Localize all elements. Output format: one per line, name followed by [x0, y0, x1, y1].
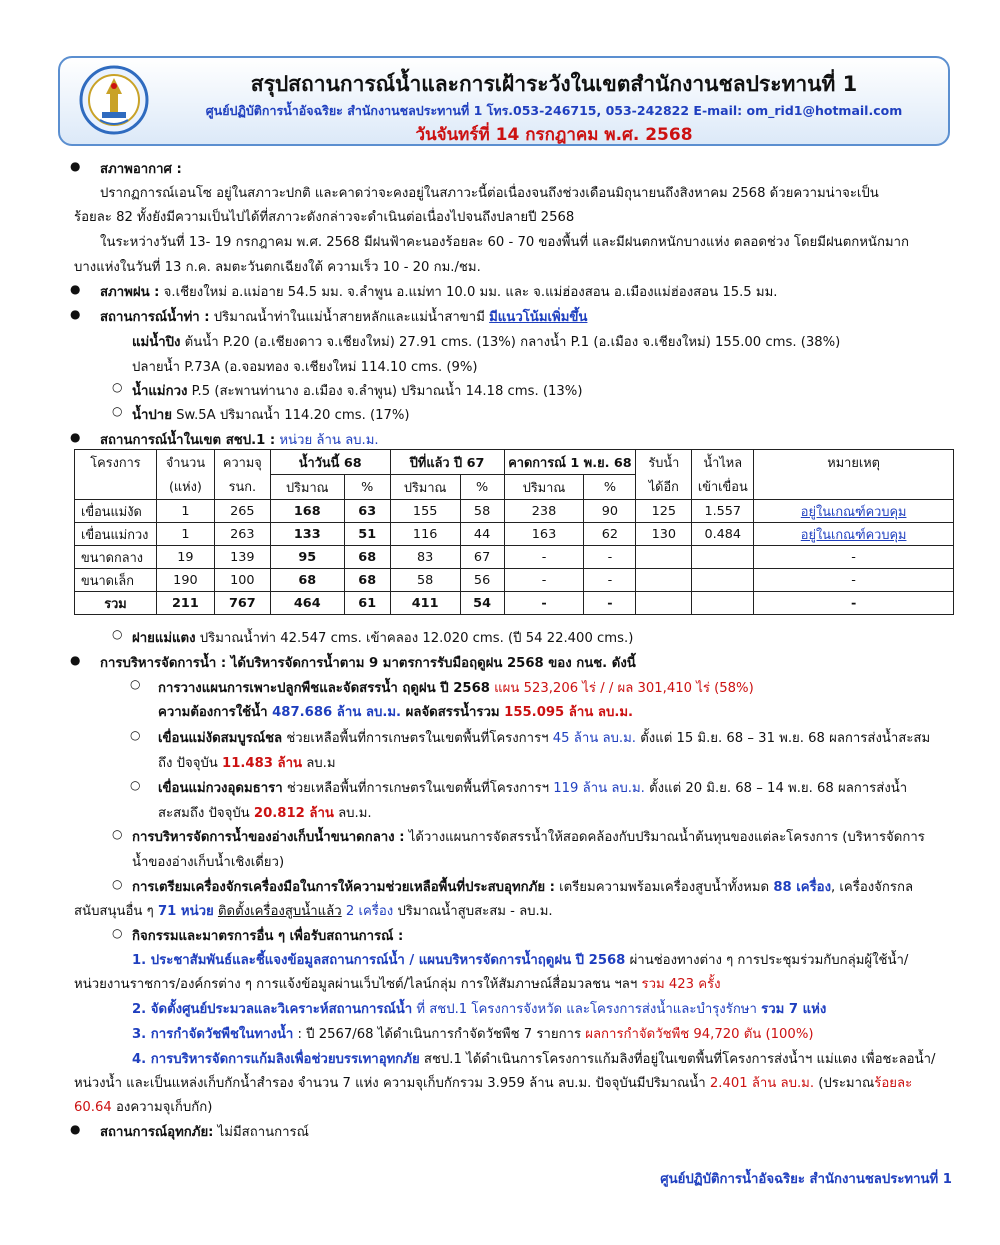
- ngat-text: ช่วยเหลือพื้นที่การเกษตรในเขตพื้นที่โครงการฯ: [286, 731, 549, 746]
- ngat-unit: ลบ.ม: [306, 756, 336, 771]
- kuangdam-text-3: สะสมถึง ปัจจุบัน: [158, 806, 250, 821]
- mach-text-2: , เครื่องจักรกล: [831, 880, 914, 895]
- mach-text-3: สนับสนุนอื่น ๆ: [74, 904, 154, 919]
- activity-2-line: [132, 998, 826, 1019]
- circle-bullet-icon: ○: [130, 728, 141, 742]
- reservoir-table: [74, 449, 954, 615]
- circle-bullet-icon: ○: [112, 404, 123, 418]
- cell-name: ขนาดกลาง: [75, 546, 157, 569]
- cell-forecast-volume: -: [504, 592, 584, 615]
- circle-bullet-icon: ○: [112, 827, 123, 841]
- weather-heading: สภาพอากาศ :: [100, 162, 182, 177]
- cell-forecast-volume: 238: [504, 500, 584, 523]
- royal-irrigation-department-logo: [78, 64, 150, 140]
- kuangdam-delivered: 20.812 ล้าน: [253, 806, 334, 821]
- ngat-text-3: ถึง ปัจจุบัน: [158, 756, 218, 771]
- flow-heading: สถานการณ์น้ำท่า :: [100, 310, 210, 325]
- kuangdam-period: ตั้งแต่ 20 มิ.ย. 68 – 14 พ.ย. 68 ผลการส่งน้ำ: [649, 781, 908, 796]
- cell-volume: 133: [270, 523, 344, 546]
- circle-bullet-icon: ○: [130, 778, 141, 792]
- th-receivable: รับน้ำ: [636, 450, 692, 475]
- bullet-icon: ●: [70, 653, 81, 667]
- pai-text: Sw.5A ปริมาณน้ำ 114.20 cms. (17%): [176, 408, 410, 423]
- mach-text-5: ปริมาณน้ำสูบสะสม - ลบ.ม.: [397, 904, 553, 919]
- th-inflow: น้ำไหล: [692, 450, 754, 475]
- activity-3-line: [132, 1023, 814, 1044]
- th-capacity: ความจุ: [214, 450, 270, 475]
- bullet-icon: ●: [70, 159, 81, 173]
- kuangdam-line-1: [158, 777, 907, 798]
- cell-name: เขื่อนแม่กวง: [75, 523, 157, 546]
- area-heading: สถานการณ์น้ำในเขต สชป.1 :: [100, 433, 276, 448]
- activity-2-total: รวม 7 แห่ง: [761, 1002, 827, 1017]
- th-inflow-2: เข้าเขื่อน: [692, 475, 754, 500]
- weir-line: [132, 627, 633, 648]
- cell-receivable: [636, 569, 692, 592]
- activity-1-label: 1. ประชาสัมพันธ์และชี้แจงข้อมูลสถานการณ์น้ำ / แผนบริหารจัดการน้ำฤดูฝน ปี 2568: [132, 953, 626, 968]
- cell-count: 19: [156, 546, 214, 569]
- area-line: [100, 429, 379, 450]
- ping-label: แม่น้ำปิง: [132, 335, 181, 350]
- cell-receivable: 130: [636, 523, 692, 546]
- th-project: โครงการ: [75, 450, 157, 475]
- table-header-row: [75, 450, 954, 475]
- cell-inflow: [692, 569, 754, 592]
- cell-receivable: 125: [636, 500, 692, 523]
- th-percent: %: [344, 475, 390, 500]
- weather-paragraph-2-line-1: ในระหว่างวันที่ 13- 19 กรกฎาคม พ.ศ. 2568 มีฝนฟ้าคะนองร้อยละ 60 - 70 ของพื้นที่ และมีฝนตกหนักบางแห่ง ตลอดช่วง โดยมีฝนตกหนักมาก: [100, 235, 910, 250]
- pai-line: [132, 404, 410, 425]
- cell-volume-67: 116: [390, 523, 460, 546]
- mach-units: 71 หน่วย: [157, 904, 214, 919]
- cell-receivable: [636, 546, 692, 569]
- mach-installed: ติดตั้งเครื่องสูบน้ำแล้ว: [217, 904, 342, 919]
- th-percent: %: [460, 475, 504, 500]
- cell-percent-67: 58: [460, 500, 504, 523]
- activity-4-line-1: [132, 1048, 935, 1069]
- cell-inflow: 0.484: [692, 523, 754, 546]
- circle-bullet-icon: ○: [112, 380, 123, 394]
- activity-3-result: ผลการกำจัดวัชพืช 94,720 ตัน (100%): [585, 1027, 814, 1042]
- mach-label: การเตรียมเครื่องจักรเครื่องมือในการให้ความช่วยเหลือพื้นที่ประสบอุทกภัย :: [132, 880, 555, 895]
- th-remark: หมายเหตุ: [754, 450, 954, 475]
- activities-heading: กิจกรรมและมาตรการอื่น ๆ เพื่อรับสถานการณ์ :: [132, 929, 404, 944]
- plan-line: [158, 677, 754, 698]
- cell-forecast-percent: -: [584, 569, 636, 592]
- cell-inflow: 1.557: [692, 500, 754, 523]
- activity-2-label: 2. จัดตั้งศูนย์ประมวลและวิเคราะห์สถานการณ์น้ำ: [132, 1002, 413, 1017]
- th-lastyear: ปีที่แล้ว ปี 67: [390, 450, 504, 475]
- flood-line: [100, 1121, 309, 1142]
- cell-name: รวม: [75, 592, 157, 615]
- cell-count: 211: [156, 592, 214, 615]
- report-contact: ศูนย์ปฏิบัติการน้ำอัจฉริยะ สำนักงานชลประทานที่ 1 โทร.053-246715, 053-242822 E-mail: om_rid1@hotmail.com: [205, 103, 903, 118]
- ping-line-1: [132, 331, 840, 352]
- cell-percent: 51: [344, 523, 390, 546]
- rain-text: จ.เชียงใหม่ อ.แม่อาย 54.5 มม. จ.ลำพูน อ.แม่ทา 10.0 มม. และ จ.แม่ฮ่องสอน อ.เมืองแม่ฮ่องสอน 15.5 มม.: [163, 285, 778, 300]
- cell-receivable: [636, 592, 692, 615]
- th-count-unit: (แห่ง): [156, 475, 214, 500]
- th-capacity-unit: รนก.: [214, 475, 270, 500]
- cell-volume: 464: [270, 592, 344, 615]
- cell-name: ขนาดเล็ก: [75, 569, 157, 592]
- activity-1-line-2: [74, 973, 721, 994]
- cell-forecast-volume: 163: [504, 523, 584, 546]
- cell-remark: อยู่ในเกณฑ์ควบคุม: [754, 500, 954, 523]
- ngat-period: ตั้งแต่ 15 มิ.ย. 68 – 31 พ.ย. 68 ผลการส่งน้ำสะสม: [640, 731, 931, 746]
- circle-bullet-icon: ○: [112, 627, 123, 641]
- cell-volume: 68: [270, 569, 344, 592]
- cell-forecast-percent: -: [584, 546, 636, 569]
- cell-count: 190: [156, 569, 214, 592]
- activity-3-text: : ปี 2567/68 ได้ดำเนินการกำจัดวัชพืช 7 รายการ: [297, 1027, 582, 1042]
- cell-volume-67: 83: [390, 546, 460, 569]
- cell-percent: 61: [344, 592, 390, 615]
- kuangdam-text: ช่วยเหลือพื้นที่การเกษตรในเขตพื้นที่โครงการฯ: [286, 781, 550, 796]
- activity-1-text: ผ่านช่องทางต่าง ๆ การประชุมร่วมกับกลุ่มผู้ใช้น้ำ/: [629, 953, 909, 968]
- cell-forecast-percent: 62: [584, 523, 636, 546]
- ngat-target: 45 ล้าน ลบ.ม.: [552, 731, 636, 746]
- weir-text: ปริมาณน้ำท่า 42.547 cms. เข้าคลอง 12.020 cms. (ปี 54 22.400 cms.): [199, 631, 634, 646]
- th-count: จำนวน: [156, 450, 214, 475]
- bullet-icon: ●: [70, 307, 81, 321]
- kuangdam-label: เขื่อนแม่กวงอุดมธารา: [158, 781, 283, 796]
- cell-percent-67: 44: [460, 523, 504, 546]
- bullet-icon: ●: [70, 1122, 81, 1136]
- table-subheader-row: [75, 475, 954, 500]
- cell-forecast-volume: -: [504, 546, 584, 569]
- th-receivable-2: ได้อีก: [636, 475, 692, 500]
- cell-forecast-percent: 90: [584, 500, 636, 523]
- kuang-text: P.5 (สะพานท่านาง อ.เมือง จ.ลำพูน) ปริมาณน้ำ 14.18 cms. (13%): [191, 384, 583, 399]
- activity-4-line-3: [74, 1096, 212, 1117]
- alloc-label: ผลจัดสรรน้ำรวม: [405, 705, 500, 720]
- table-row: [75, 500, 954, 523]
- cell-inflow: [692, 546, 754, 569]
- cell-capacity: 139: [214, 546, 270, 569]
- cell-count: 1: [156, 523, 214, 546]
- th-volume: ปริมาณ: [270, 475, 344, 500]
- ngat-line-2: [158, 752, 336, 773]
- cell-capacity: 263: [214, 523, 270, 546]
- kuangdam-line-2: [158, 802, 372, 823]
- activity-3-label: 3. การกำจัดวัชพืชในทางน้ำ: [132, 1027, 294, 1042]
- activity-4-current: 2.401 ล้าน ลบ.ม.: [709, 1076, 815, 1091]
- cell-remark: -: [754, 592, 954, 615]
- activity-4-label: 4. การบริหารจัดการแก้มลิงเพื่อช่วยบรรเทาอุทกภัย: [132, 1052, 420, 1067]
- mid-line-1: [132, 826, 925, 847]
- cell-volume: 168: [270, 500, 344, 523]
- mgmt-heading: การบริหารจัดการน้ำ :: [100, 656, 227, 671]
- need-line: [158, 701, 633, 722]
- table-row: [75, 546, 954, 569]
- table-total-row: [75, 592, 954, 615]
- activity-1-text-2: หน่วยงานราชการ/องค์กรต่าง ๆ การแจ้งข้อมูลผ่านเว็บไซต์/ไลน์กลุ่ม การให้สัมภาษณ์สื่อมวลชน ฯลฯ: [74, 977, 638, 992]
- flow-text: ปริมาณน้ำท่าในแม่น้ำสายหลักและแม่น้ำสาขามี: [213, 310, 485, 325]
- cell-remark: -: [754, 569, 954, 592]
- th-volume: ปริมาณ: [504, 475, 584, 500]
- need-label: ความต้องการใช้น้ำ: [158, 705, 268, 720]
- table-row: [75, 523, 954, 546]
- activity-4-line-2: [74, 1072, 912, 1093]
- mgmt-heading-rest: ได้บริหารจัดการน้ำตาม 9 มาตรการรับมือฤดูฝน 2568 ของ กนช. ดังนี้: [230, 656, 636, 671]
- mach-installed-count: 2 เครื่อง: [345, 904, 394, 919]
- cell-capacity: 265: [214, 500, 270, 523]
- activity-4-text-3: (ประมาณ: [818, 1076, 875, 1091]
- cell-volume-67: 411: [390, 592, 460, 615]
- th-today: น้ำวันนี้ 68: [270, 450, 390, 475]
- th-percent: %: [584, 475, 636, 500]
- bullet-icon: ●: [70, 430, 81, 444]
- footer-signature: ศูนย์ปฏิบัติการน้ำอัจฉริยะ สำนักงานชลประทานที่ 1: [660, 1172, 952, 1187]
- cell-remark: อยู่ในเกณฑ์ควบคุม: [754, 523, 954, 546]
- cell-name: เขื่อนแม่งัด: [75, 500, 157, 523]
- circle-bullet-icon: ○: [112, 926, 123, 940]
- cell-count: 1: [156, 500, 214, 523]
- report-header: [58, 56, 950, 146]
- flood-heading: สถานการณ์อุทกภัย:: [100, 1125, 214, 1140]
- report-title: สรุปสถานการณ์น้ำและการเฝ้าระวังในเขตสำนักงานชลประทานที่ 1: [250, 72, 858, 96]
- kuang-label: น้ำแม่กวง: [132, 384, 188, 399]
- mid-line-2: น้ำของอ่างเก็บน้ำเชิงเดี่ยว): [132, 855, 285, 870]
- area-unit: หน่วย ล้าน ลบ.ม.: [279, 433, 379, 448]
- circle-bullet-icon: ○: [112, 877, 123, 891]
- cell-forecast-percent: -: [584, 592, 636, 615]
- activity-4-text-2: หน่วงน้ำ และเป็นแหล่งเก็บกักน้ำสำรอง จำนวน 7 แห่ง ความจุเก็บกักรวม 3.959 ล้าน ลบ.ม. ปัจจุบันมีปริมาณน้ำ: [74, 1076, 706, 1091]
- flow-line: [100, 306, 587, 327]
- mach-pumps: 88 เครื่อง: [773, 880, 832, 895]
- plan-label: การวางแผนการเพาะปลูกพืชและจัดสรรน้ำ ฤดูฝน ปี 2568: [158, 681, 490, 696]
- cell-capacity: 100: [214, 569, 270, 592]
- activity-2-text: ที่ สชป.1 โครงการจังหวัด และโครงการส่งน้ำและบำรุงรักษา: [416, 1002, 757, 1017]
- mid-text: ได้วางแผนการจัดสรรน้ำให้สอดคล้องกับปริมาณน้ำต้นทุนของแต่ละโครงการ (บริหารจัดการ: [408, 830, 925, 845]
- activity-4-text: สชป.1 ได้ดำเนินการโครงการแก้มลิงที่อยู่ในเขตพื้นที่โครงการส่งน้ำฯ แม่แตง เพื่อชะลอน้ำ/: [423, 1052, 936, 1067]
- weir-label: ฝายแม่แตง: [132, 631, 196, 646]
- bullet-icon: ●: [70, 282, 81, 296]
- need-value: 487.686 ล้าน ลบ.ม.: [272, 705, 402, 720]
- cell-remark: -: [754, 546, 954, 569]
- rain-heading: สภาพฝน :: [100, 285, 160, 300]
- cell-percent: 68: [344, 546, 390, 569]
- rain-line: [100, 281, 777, 302]
- cell-forecast-volume: -: [504, 569, 584, 592]
- weather-paragraph-1-line-2: ร้อยละ 82 ทั้งยังมีความเป็นไปได้ที่สภาวะดังกล่าวจะดำเนินต่อเนื่องไปจนถึงปลายปี 2568: [74, 210, 575, 225]
- cell-volume-67: 58: [390, 569, 460, 592]
- cell-percent-67: 67: [460, 546, 504, 569]
- th-volume: ปริมาณ: [390, 475, 460, 500]
- activity-4-text-5: องความจุเก็บกัก): [115, 1100, 213, 1115]
- mid-label: การบริหารจัดการน้ำของอ่างเก็บน้ำขนาดกลาง :: [132, 830, 405, 845]
- mgmt-line: [100, 652, 636, 673]
- circle-bullet-icon: ○: [130, 677, 141, 691]
- kuangdam-unit: ลบ.ม.: [338, 806, 372, 821]
- cell-inflow: [692, 592, 754, 615]
- flow-trend: มีแนวโน้มเพิ่มขึ้น: [489, 310, 588, 325]
- ping-text-1: ต้นน้ำ P.20 (อ.เชียงดาว จ.เชียงใหม่) 27.91 cms. (13%) กลางน้ำ P.1 (อ.เมือง จ.เชียงใหม่) 155.00 cms. (38%): [184, 335, 841, 350]
- cell-percent: 63: [344, 500, 390, 523]
- weather-paragraph-1-line-1: ปรากฏการณ์เอนโซ อยู่ในสภาวะปกติ และคาดว่าจะคงอยู่ในสภาวะนี้ต่อเนื่องจนถึงช่วงเดือนมิถุนายนถึงสิงหาคม 2568 ด้วยความน่าจะเป็น: [100, 186, 879, 201]
- kuangdam-target: 119 ล้าน ลบ.ม.: [553, 781, 645, 796]
- flood-text: ไม่มีสถานการณ์: [217, 1125, 309, 1140]
- th-forecast: คาดการณ์ 1 พ.ย. 68: [504, 450, 636, 475]
- weather-paragraph-2-line-2: บางแห่งในวันที่ 13 ก.ค. ลมตะวันตกเฉียงใต้ ความเร็ว 10 - 20 กม./ชม.: [74, 260, 481, 275]
- activity-1-total: รวม 423 ครั้ง: [641, 977, 721, 992]
- ngat-delivered: 11.483 ล้าน: [222, 756, 303, 771]
- mach-text: เตรียมความพร้อมเครื่องสูบน้ำทั้งหมด: [559, 880, 770, 895]
- cell-percent-67: 54: [460, 592, 504, 615]
- ngat-line-1: [158, 727, 930, 748]
- ngat-label: เขื่อนแม่งัดสมบูรณ์ชล: [158, 731, 283, 746]
- mach-line-2: [74, 900, 553, 921]
- activity-4-percent-label: ร้อยละ: [874, 1076, 913, 1091]
- pai-label: น้ำปาย: [132, 408, 172, 423]
- plan-value: แผน 523,206 ไร่ / / ผล 301,410 ไร่ (58%): [494, 681, 754, 696]
- mach-line-1: [132, 876, 913, 897]
- cell-volume: 95: [270, 546, 344, 569]
- activity-1-line-1: [132, 949, 908, 970]
- kuang-line: [132, 380, 582, 401]
- table-row: [75, 569, 954, 592]
- cell-percent-67: 56: [460, 569, 504, 592]
- cell-volume-67: 155: [390, 500, 460, 523]
- ping-line-2: ปลายน้ำ P.73A (อ.จอมทอง จ.เชียงใหม่ 114.10 cms. (9%): [132, 360, 478, 375]
- th-remark-cont: [754, 475, 954, 500]
- report-date: วันจันทร์ที่ 14 กรกฎาคม พ.ศ. 2568: [415, 125, 693, 145]
- cell-percent: 68: [344, 569, 390, 592]
- th-project-cont: [75, 475, 157, 500]
- cell-capacity: 767: [214, 592, 270, 615]
- alloc-value: 155.095 ล้าน ลบ.ม.: [504, 705, 634, 720]
- activity-4-percent: 60.64: [74, 1100, 112, 1115]
